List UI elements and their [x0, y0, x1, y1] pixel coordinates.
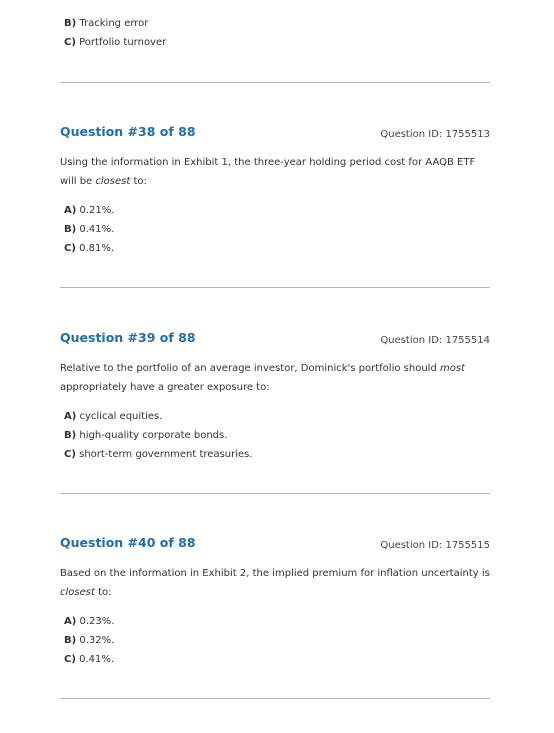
option-text: Portfolio turnover: [79, 37, 167, 48]
option-c[interactable]: [64, 448, 253, 462]
divider: [60, 698, 490, 699]
stem-text: to:: [94, 587, 112, 598]
option-letter: B): [64, 224, 77, 235]
question-title: Question #39 of 88: [60, 330, 196, 345]
option-text: high-quality corporate bonds.: [79, 430, 228, 441]
option-text: short-term government treasuries.: [79, 449, 253, 460]
option-c[interactable]: [64, 653, 114, 667]
question-id: Question ID: 1755515: [380, 540, 490, 551]
divider: [60, 82, 490, 83]
option-a[interactable]: [64, 204, 114, 218]
option-a[interactable]: [64, 615, 114, 629]
option-letter: B): [64, 430, 77, 441]
option-letter: A): [64, 616, 77, 627]
question-title: Question #38 of 88: [60, 124, 196, 139]
question-id: Question ID: 1755514: [380, 335, 490, 346]
question-stem: [60, 153, 490, 191]
stem-emphasis: most: [439, 363, 465, 374]
option-letter: B): [64, 635, 77, 646]
option-text: 0.21%.: [79, 205, 115, 216]
question-stem: [60, 359, 490, 397]
option-text: 0.81%.: [79, 243, 115, 254]
stem-text: Relative to the portfolio of an average investor, Dominick's portfolio should: [60, 363, 440, 374]
option-letter: B): [64, 18, 77, 29]
stem-text: Based on the information in Exhibit 2, the implied premium for inflation uncertainty is: [60, 568, 490, 579]
stem-text: appropriately have a greater exposure to:: [60, 382, 270, 393]
stem-text: to:: [130, 176, 147, 187]
option-c[interactable]: [64, 36, 166, 50]
option-text: 0.41%.: [79, 654, 115, 665]
question-stem: [60, 564, 490, 602]
divider: [60, 493, 490, 494]
question-title: Question #40 of 88: [60, 535, 196, 550]
option-letter: C): [64, 449, 76, 460]
option-letter: A): [64, 411, 77, 422]
option-b[interactable]: [64, 17, 148, 31]
option-text: cyclical equities.: [79, 411, 163, 422]
option-letter: C): [64, 654, 76, 665]
option-letter: C): [64, 243, 76, 254]
option-letter: A): [64, 205, 77, 216]
question-id: Question ID: 1755513: [380, 129, 490, 140]
option-text: 0.23%.: [79, 616, 115, 627]
option-b[interactable]: [64, 634, 114, 648]
option-b[interactable]: [64, 223, 114, 237]
stem-emphasis: closest: [60, 587, 95, 598]
option-letter: C): [64, 37, 76, 48]
option-a[interactable]: [64, 410, 162, 424]
option-c[interactable]: [64, 242, 114, 256]
option-b[interactable]: [64, 429, 227, 443]
stem-emphasis: closest: [95, 176, 131, 187]
stem-text: Using the information in Exhibit 1, the three-year holding period cost for AAQB ETF will be: [60, 157, 476, 187]
option-text: 0.41%.: [79, 224, 115, 235]
option-text: Tracking error: [79, 18, 149, 29]
option-text: 0.32%.: [79, 635, 115, 646]
divider: [60, 287, 490, 288]
